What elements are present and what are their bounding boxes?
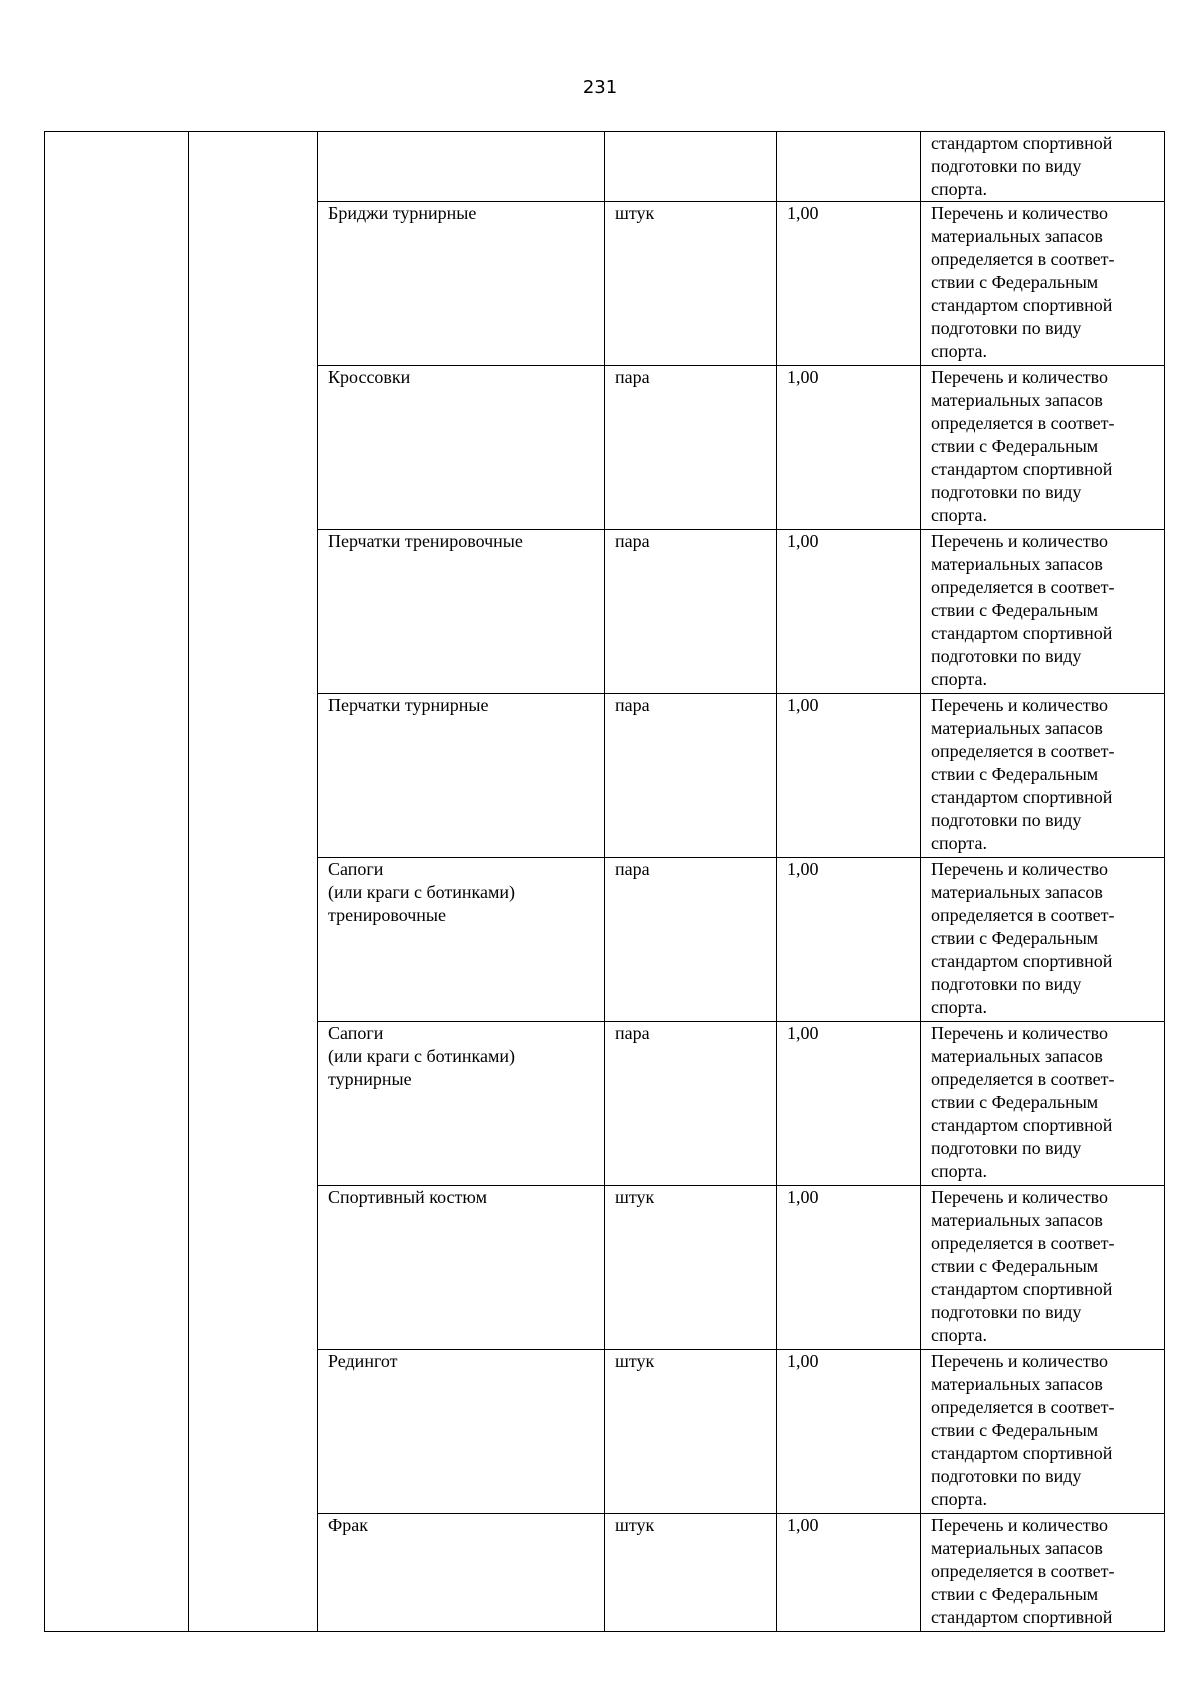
- note-line: материальных запасов: [931, 718, 1103, 738]
- quantity-cell: 1,00: [777, 1350, 921, 1514]
- note-line: стандартом спортивной: [931, 1115, 1113, 1135]
- note-line: ствии с Федеральным: [931, 436, 1099, 456]
- note-line: подготовки по виду: [931, 318, 1082, 338]
- item-name-cell: [318, 530, 605, 694]
- item-name-line: Бриджи турнирные: [328, 203, 477, 223]
- unit-cell: штук: [605, 1350, 777, 1514]
- note-line: спорта.: [931, 505, 987, 525]
- note-line: Перечень и количество: [931, 367, 1108, 387]
- note-line: подготовки по виду: [931, 482, 1082, 502]
- unit-cell: штук: [605, 1186, 777, 1350]
- note-line: определяется в соответ-: [931, 1233, 1115, 1253]
- note-line: ствии с Федеральным: [931, 1092, 1099, 1112]
- note-line: спорта.: [931, 1489, 987, 1509]
- unit-cell: пара: [605, 1022, 777, 1186]
- note-cell: [921, 202, 1165, 366]
- note-line: материальных запасов: [931, 226, 1103, 246]
- note-line: стандартом спортивной: [931, 1443, 1113, 1463]
- note-line: материальных запасов: [931, 1046, 1103, 1066]
- note-line: материальных запасов: [931, 1374, 1103, 1394]
- quantity-cell: 1,00: [777, 530, 921, 694]
- note-line: стандартом спортивной: [931, 1607, 1113, 1627]
- note-line: спорта.: [931, 669, 987, 689]
- note-line: определяется в соответ-: [931, 249, 1115, 269]
- note-line: Перечень и количество: [931, 1023, 1108, 1043]
- note-cell: [921, 530, 1165, 694]
- quantity-cell: 1,00: [777, 1186, 921, 1350]
- item-name-line: Сапоги: [328, 1023, 384, 1043]
- note-cell: [921, 1022, 1165, 1186]
- item-name-cell: [318, 1514, 605, 1632]
- note-line: ствии с Федеральным: [931, 928, 1099, 948]
- item-name-line: (или краги с ботинками): [328, 1046, 516, 1066]
- item-name-line: Фрак: [328, 1515, 368, 1535]
- note-line: спорта.: [931, 1325, 987, 1345]
- quantity-cell: 1,00: [777, 366, 921, 530]
- note-line: подготовки по виду: [931, 646, 1082, 666]
- note-line: Перечень и количество: [931, 1515, 1108, 1535]
- item-name-line: Спортивный костюм: [328, 1187, 487, 1207]
- note-line: подготовки по виду: [931, 974, 1082, 994]
- note-line: спорта.: [931, 833, 987, 853]
- unit-cell: пара: [605, 366, 777, 530]
- note-line: Перечень и количество: [931, 1187, 1108, 1207]
- note-line: стандартом спортивной: [931, 787, 1113, 807]
- note-line: Перечень и количество: [931, 859, 1108, 879]
- note-line: спорта.: [931, 179, 987, 199]
- note-line: стандартом спортивной: [931, 951, 1113, 971]
- note-line: определяется в соответ-: [931, 413, 1115, 433]
- note-line: материальных запасов: [931, 554, 1103, 574]
- note-cell: [921, 366, 1165, 530]
- note-line: подготовки по виду: [931, 1302, 1082, 1322]
- quantity-cell: 1,00: [777, 858, 921, 1022]
- note-line: стандартом спортивной: [931, 133, 1113, 153]
- unit-cell: пара: [605, 694, 777, 858]
- item-name-cell: [318, 694, 605, 858]
- item-name-line: Перчатки тренировочные: [328, 531, 523, 551]
- unit-cell: [605, 132, 777, 202]
- note-line: ствии с Федеральным: [931, 1420, 1099, 1440]
- quantity-cell: 1,00: [777, 1022, 921, 1186]
- unit-cell: пара: [605, 858, 777, 1022]
- item-name-cell: [318, 1186, 605, 1350]
- item-name-cell: [318, 858, 605, 1022]
- note-line: подготовки по виду: [931, 810, 1082, 830]
- note-line: определяется в соответ-: [931, 577, 1115, 597]
- note-line: определяется в соответ-: [931, 1069, 1115, 1089]
- quantity-cell: 1,00: [777, 1514, 921, 1632]
- item-name-line: Кроссовки: [328, 367, 411, 387]
- note-line: определяется в соответ-: [931, 905, 1115, 925]
- materials-table: [44, 131, 1165, 1632]
- item-name-cell: [318, 1350, 605, 1514]
- note-line: Перечень и количество: [931, 203, 1108, 223]
- note-line: определяется в соответ-: [931, 1561, 1115, 1581]
- note-line: материальных запасов: [931, 390, 1103, 410]
- unit-cell: пара: [605, 530, 777, 694]
- item-name-line: турнирные: [328, 1069, 412, 1089]
- item-name-line: Редингот: [328, 1351, 398, 1371]
- unit-cell: штук: [605, 1514, 777, 1632]
- note-cell: [921, 858, 1165, 1022]
- note-line: материальных запасов: [931, 1538, 1103, 1558]
- item-name-cell: [318, 202, 605, 366]
- item-name-line: тренировочные: [328, 905, 447, 925]
- note-line: подготовки по виду: [931, 1138, 1082, 1158]
- note-line: ствии с Федеральным: [931, 600, 1099, 620]
- note-line: Перечень и количество: [931, 531, 1108, 551]
- note-line: определяется в соответ-: [931, 1397, 1115, 1417]
- note-line: стандартом спортивной: [931, 623, 1113, 643]
- note-cell: [921, 1350, 1165, 1514]
- note-line: ствии с Федеральным: [931, 1256, 1099, 1276]
- quantity-cell: 1,00: [777, 202, 921, 366]
- item-name-line: (или краги с ботинками): [328, 882, 516, 902]
- note-line: подготовки по виду: [931, 1466, 1082, 1486]
- table-body: [45, 132, 1165, 1632]
- item-name-line: Перчатки турнирные: [328, 695, 489, 715]
- note-cell: [921, 1514, 1165, 1632]
- note-cell: [921, 132, 1165, 202]
- item-name-cell: [318, 366, 605, 530]
- quantity-cell: [777, 132, 921, 202]
- note-line: стандартом спортивной: [931, 459, 1113, 479]
- unit-cell: штук: [605, 202, 777, 366]
- note-line: спорта.: [931, 997, 987, 1017]
- note-line: стандартом спортивной: [931, 1279, 1113, 1299]
- note-line: определяется в соответ-: [931, 741, 1115, 761]
- note-line: подготовки по виду: [931, 156, 1082, 176]
- quantity-cell: 1,00: [777, 694, 921, 858]
- item-name-line: Сапоги: [328, 859, 384, 879]
- note-line: ствии с Федеральным: [931, 272, 1099, 292]
- note-line: материальных запасов: [931, 1210, 1103, 1230]
- note-cell: [921, 1186, 1165, 1350]
- note-line: спорта.: [931, 1161, 987, 1181]
- table-row-continuation: [45, 132, 1165, 202]
- merged-empty-cell-2: [189, 132, 318, 1632]
- note-line: стандартом спортивной: [931, 295, 1113, 315]
- note-line: материальных запасов: [931, 882, 1103, 902]
- item-name-cell: [318, 1022, 605, 1186]
- item-name-cell: [318, 132, 605, 202]
- note-cell: [921, 694, 1165, 858]
- note-line: Перечень и количество: [931, 1351, 1108, 1371]
- page-number: 231: [582, 77, 618, 98]
- note-line: ствии с Федеральным: [931, 764, 1099, 784]
- merged-empty-cell-1: [45, 132, 189, 1632]
- note-line: Перечень и количество: [931, 695, 1108, 715]
- note-line: спорта.: [931, 341, 987, 361]
- note-line: ствии с Федеральным: [931, 1584, 1099, 1604]
